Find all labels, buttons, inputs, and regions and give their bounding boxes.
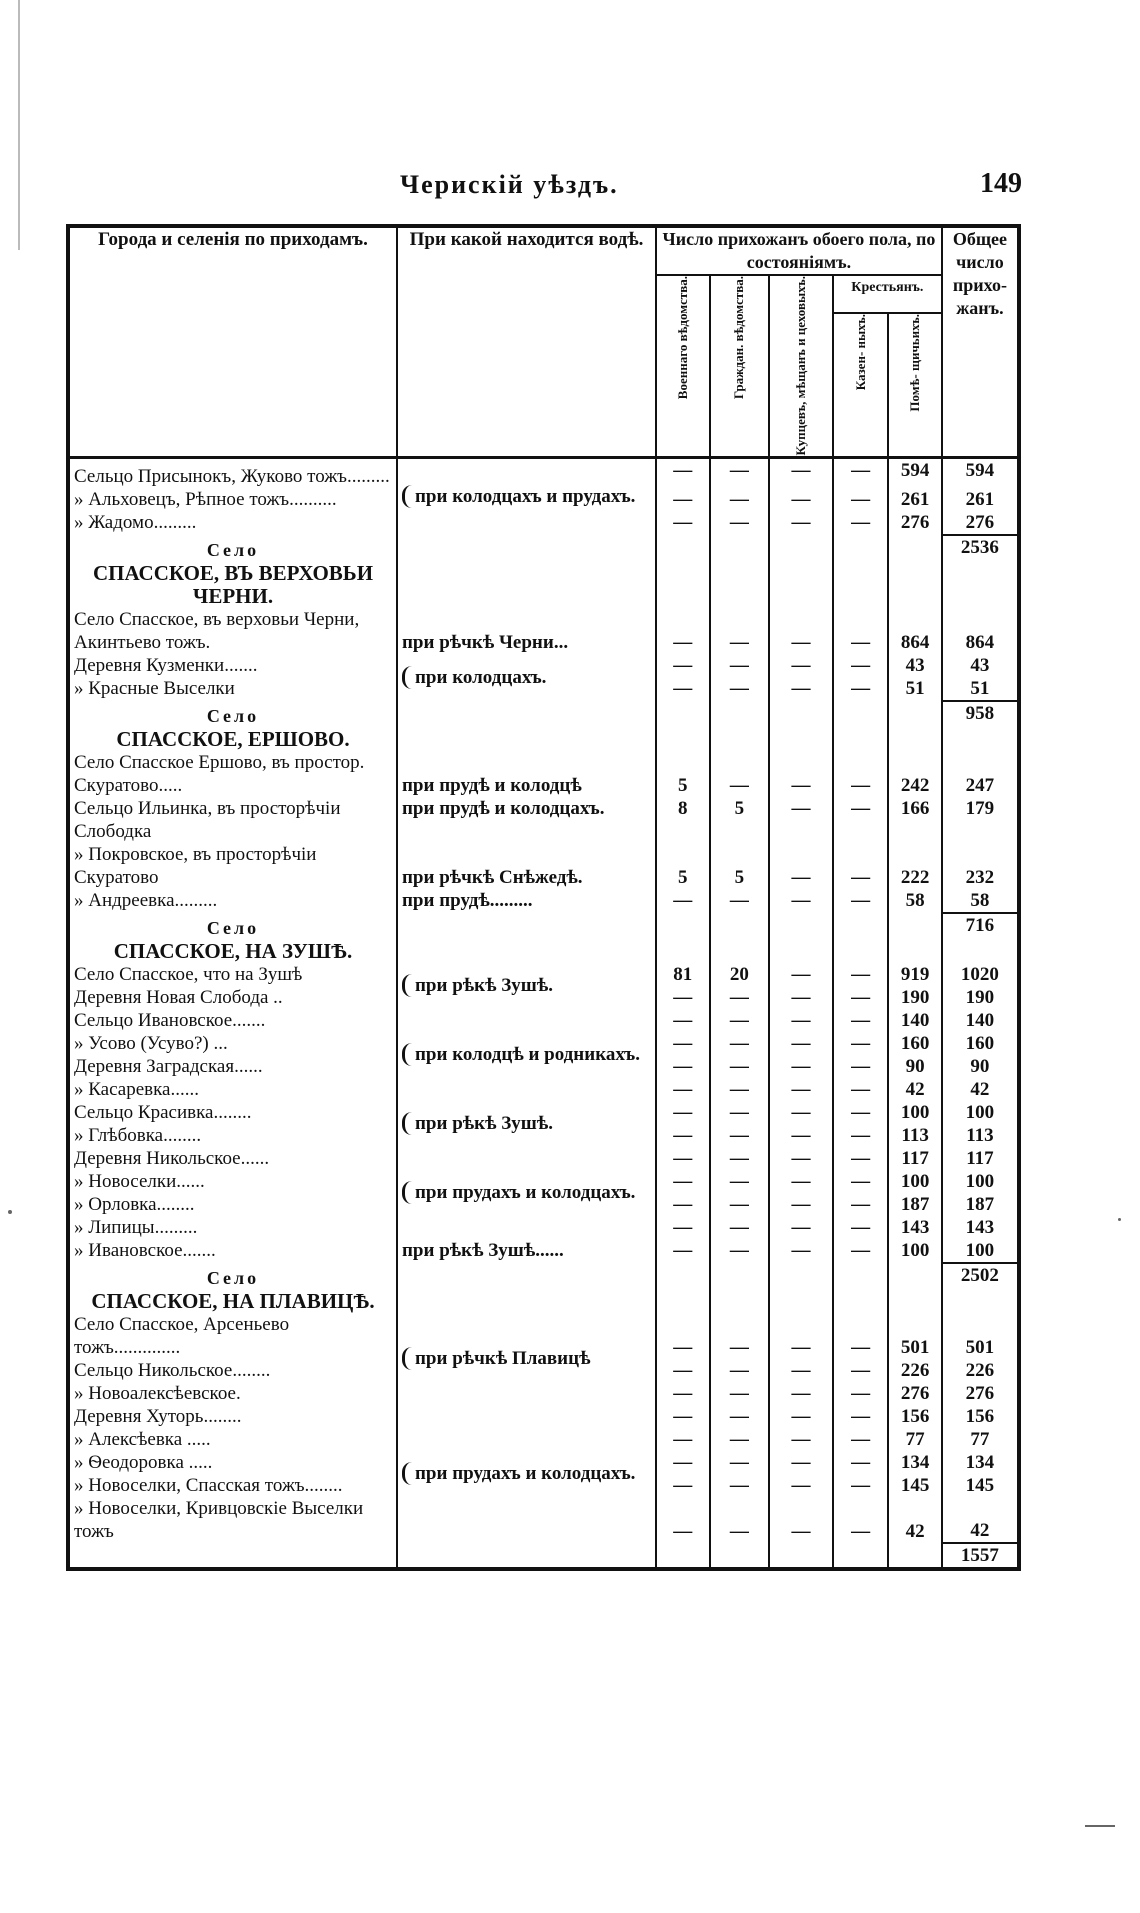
- merchants-count: —: [769, 797, 833, 843]
- merchants-count: —: [769, 1382, 833, 1405]
- state-peasants-count: —: [833, 986, 889, 1009]
- place-name: » Красные Выселки: [74, 677, 235, 699]
- state-peasants-count: —: [833, 1009, 889, 1032]
- landlord-peasants-count: 143: [888, 1216, 941, 1239]
- column-header-landlord: Помѣ- щичьихъ.: [907, 313, 923, 412]
- military-count: —: [656, 986, 709, 1009]
- landlord-peasants-count: 100: [888, 1101, 941, 1124]
- place-name: Село Спасское, что на Зушѣ: [74, 963, 303, 985]
- military-count: —: [656, 1170, 709, 1193]
- place-name: » Алексѣевка .....: [74, 1428, 211, 1450]
- total-count: 160: [942, 1032, 1019, 1055]
- landlord-peasants-count: 156: [888, 1405, 941, 1428]
- civil-count: —: [710, 1009, 770, 1032]
- column-header-places: Города и селенія по приходамъ.: [98, 229, 368, 250]
- total-count: 276: [942, 1382, 1019, 1405]
- place-name: Деревня Новая Слобода ..: [74, 986, 283, 1008]
- civil-count: —: [710, 1170, 770, 1193]
- total-count: 134: [942, 1451, 1019, 1474]
- state-peasants-count: —: [833, 677, 889, 701]
- section-header-row: [68, 701, 1019, 751]
- military-count: —: [656, 1382, 709, 1405]
- merchants-count: —: [769, 1216, 833, 1239]
- landlord-peasants-count: 51: [888, 677, 941, 701]
- merchants-count: —: [769, 963, 833, 986]
- column-header-parishioners: Число прихожанъ обоего пола, по состояніямъ.: [656, 226, 942, 275]
- section-header-row: [68, 535, 1019, 608]
- water-source: при прудѣ и колодцахъ.: [397, 797, 656, 843]
- section-selo-label: Село: [206, 539, 260, 560]
- total-count: 501: [942, 1313, 1019, 1359]
- merchants-count: —: [769, 1147, 833, 1170]
- total-count: 261: [942, 488, 1019, 511]
- military-count: —: [656, 1428, 709, 1451]
- civil-count: —: [710, 1078, 770, 1101]
- state-peasants-count: —: [833, 1474, 889, 1497]
- total-count: 179: [942, 797, 1019, 843]
- place-name: » Новоалексѣевское.: [74, 1382, 241, 1404]
- total-count: 77: [942, 1428, 1019, 1451]
- total-count: 117: [942, 1147, 1019, 1170]
- place-name: Деревня Никольское......: [74, 1147, 270, 1169]
- total-count: 113: [942, 1124, 1019, 1147]
- place-name: » Андреевка.........: [74, 889, 218, 911]
- total-count: 90: [942, 1055, 1019, 1078]
- total-count: 42: [942, 1078, 1019, 1101]
- merchants-count: —: [769, 1101, 833, 1124]
- place-name: » Касаревка......: [74, 1078, 199, 1100]
- section-header-row: [68, 1263, 1019, 1313]
- table-row: [68, 889, 1019, 913]
- total-count: 51: [942, 677, 1019, 701]
- civil-count: —: [710, 1055, 770, 1078]
- final-total-row: [68, 1543, 1019, 1569]
- water-source: при рѣчкѣ Плавицѣ: [402, 1347, 651, 1370]
- civil-count: —: [710, 1193, 770, 1216]
- military-count: —: [656, 511, 709, 535]
- merchants-count: —: [769, 511, 833, 535]
- place-name: Сельцо Присынокъ, Жуково тожъ.........: [74, 465, 390, 487]
- place-name: Деревня Заградская......: [74, 1055, 263, 1077]
- section-total: 1557: [942, 1543, 1019, 1569]
- merchants-count: —: [769, 1055, 833, 1078]
- civil-count: —: [710, 1428, 770, 1451]
- state-peasants-count: —: [833, 1428, 889, 1451]
- landlord-peasants-count: 594: [888, 457, 941, 488]
- landlord-peasants-count: 919: [888, 963, 941, 986]
- total-count: 594: [942, 457, 1019, 488]
- parish-register-table: [66, 224, 1021, 1571]
- military-count: —: [656, 488, 709, 511]
- place-name: » Новоселки......: [74, 1170, 205, 1192]
- landlord-peasants-count: 261: [888, 488, 941, 511]
- section-selo-label: Село: [206, 1267, 260, 1288]
- landlord-peasants-count: 864: [888, 608, 941, 654]
- civil-count: —: [710, 1124, 770, 1147]
- section-total: 958: [942, 701, 1019, 751]
- table-row: [68, 1239, 1019, 1263]
- table-row: [68, 457, 1019, 488]
- military-count: —: [656, 1313, 709, 1359]
- section-title: СПАССКОЕ, ВЪ ВЕРХОВЬИ ЧЕРНИ.: [92, 560, 374, 608]
- state-peasants-count: —: [833, 1055, 889, 1078]
- merchants-count: —: [769, 751, 833, 797]
- landlord-peasants-count: 134: [888, 1451, 941, 1474]
- total-count: 58: [942, 889, 1019, 913]
- military-count: —: [656, 1124, 709, 1147]
- section-total: 716: [942, 913, 1019, 963]
- merchants-count: —: [769, 608, 833, 654]
- military-count: —: [656, 608, 709, 654]
- state-peasants-count: —: [833, 654, 889, 677]
- column-header-merchants: Купцевъ, мѣщанъ и цеховыхъ.: [793, 276, 808, 456]
- page-number: 149: [980, 168, 1022, 199]
- place-name: Сельцо Ильинка, въ просторѣчіи Слободка: [74, 797, 341, 842]
- landlord-peasants-count: 222: [888, 843, 941, 889]
- military-count: —: [656, 1101, 709, 1124]
- landlord-peasants-count: 117: [888, 1147, 941, 1170]
- place-name: Сельцо Красивка........: [74, 1101, 252, 1123]
- civil-count: —: [710, 1382, 770, 1405]
- civil-count: —: [710, 677, 770, 701]
- merchants-count: —: [769, 1239, 833, 1263]
- place-name: » Усово (Усуво?) ...: [74, 1032, 228, 1054]
- civil-count: —: [710, 1451, 770, 1474]
- parish-section: [68, 913, 1019, 1263]
- civil-count: —: [710, 1359, 770, 1382]
- state-peasants-count: —: [833, 963, 889, 986]
- place-name: Деревня Кузменки.......: [74, 654, 258, 676]
- parish-section: [68, 1263, 1019, 1569]
- table-row: [68, 751, 1019, 797]
- section-title: СПАССКОЕ, НА ЗУШѢ.: [113, 938, 353, 963]
- military-count: 5: [656, 843, 709, 889]
- place-name: Сельцо Никольское........: [74, 1359, 271, 1381]
- landlord-peasants-count: 276: [888, 511, 941, 535]
- total-count: 187: [942, 1193, 1019, 1216]
- landlord-peasants-count: 42: [888, 1078, 941, 1101]
- water-source: при рѣчкѣ Снѣжедѣ.: [397, 843, 656, 889]
- civil-count: —: [710, 1101, 770, 1124]
- civil-count: —: [710, 889, 770, 913]
- page-title: Черискій уѣздъ.: [400, 170, 619, 199]
- place-name: Сельцо Ивановское.......: [74, 1009, 266, 1031]
- landlord-peasants-count: 242: [888, 751, 941, 797]
- water-source: при рѣкѣ Зушѣ......: [397, 1239, 656, 1263]
- landlord-peasants-count: 58: [888, 889, 941, 913]
- landlord-peasants-count: 113: [888, 1124, 941, 1147]
- civil-count: —: [710, 457, 770, 488]
- merchants-count: —: [769, 1124, 833, 1147]
- paper-mark: [1085, 1825, 1115, 1827]
- civil-count: —: [710, 1313, 770, 1359]
- table-row: [68, 1101, 1019, 1124]
- civil-count: —: [710, 1216, 770, 1239]
- military-count: 81: [656, 963, 709, 986]
- section-selo-label: Село: [206, 917, 260, 938]
- military-count: —: [656, 1193, 709, 1216]
- column-header-total: Общее число прихо- жанъ.: [942, 226, 1019, 457]
- state-peasants-count: —: [833, 1147, 889, 1170]
- military-count: —: [656, 1474, 709, 1497]
- state-peasants-count: —: [833, 797, 889, 843]
- total-count: 140: [942, 1009, 1019, 1032]
- state-peasants-count: —: [833, 1313, 889, 1359]
- civil-count: —: [710, 1405, 770, 1428]
- military-count: —: [656, 1405, 709, 1428]
- civil-count: —: [710, 1497, 770, 1543]
- landlord-peasants-count: 140: [888, 1009, 941, 1032]
- merchants-count: —: [769, 1032, 833, 1055]
- merchants-count: —: [769, 1313, 833, 1359]
- table-row: [68, 654, 1019, 677]
- place-name: » Покровское, въ просторѣчіи Скуратово: [74, 843, 317, 888]
- state-peasants-count: —: [833, 511, 889, 535]
- water-source: при прудахъ и колодцахъ.: [402, 1181, 651, 1204]
- civil-count: —: [710, 1474, 770, 1497]
- landlord-peasants-count: 100: [888, 1239, 941, 1263]
- civil-count: 5: [710, 843, 770, 889]
- water-source: при прудахъ и колодцахъ.: [402, 1462, 651, 1485]
- military-count: —: [656, 889, 709, 913]
- landlord-peasants-count: 187: [888, 1193, 941, 1216]
- parish-section: [68, 457, 1019, 535]
- landlord-peasants-count: 276: [888, 1382, 941, 1405]
- place-name: » Жадомо.........: [74, 511, 197, 533]
- military-count: —: [656, 1032, 709, 1055]
- merchants-count: —: [769, 457, 833, 488]
- civil-count: —: [710, 511, 770, 535]
- water-source: при прудѣ.........: [397, 889, 656, 913]
- landlord-peasants-count: 145: [888, 1474, 941, 1497]
- merchants-count: —: [769, 1009, 833, 1032]
- merchants-count: —: [769, 1170, 833, 1193]
- military-count: —: [656, 654, 709, 677]
- civil-count: —: [710, 654, 770, 677]
- place-name: » Глѣбовка........: [74, 1124, 202, 1146]
- merchants-count: —: [769, 1451, 833, 1474]
- state-peasants-count: —: [833, 843, 889, 889]
- total-count: 226: [942, 1359, 1019, 1382]
- merchants-count: —: [769, 677, 833, 701]
- column-header-peasants: Крестьянъ.: [833, 275, 942, 313]
- state-peasants-count: —: [833, 1359, 889, 1382]
- state-peasants-count: —: [833, 1216, 889, 1239]
- total-count: 156: [942, 1405, 1019, 1428]
- merchants-count: —: [769, 1078, 833, 1101]
- column-header-state: Казен- ныхъ.: [852, 313, 868, 390]
- state-peasants-count: —: [833, 1032, 889, 1055]
- military-count: —: [656, 1009, 709, 1032]
- total-count: 247: [942, 751, 1019, 797]
- section-title: СПАССКОЕ, ЕРШОВО.: [116, 726, 350, 751]
- landlord-peasants-count: 77: [888, 1428, 941, 1451]
- total-count: 190: [942, 986, 1019, 1009]
- water-source: при колодцахъ.: [402, 666, 651, 689]
- total-count: 43: [942, 654, 1019, 677]
- merchants-count: —: [769, 1497, 833, 1543]
- state-peasants-count: —: [833, 488, 889, 511]
- total-count: 100: [942, 1170, 1019, 1193]
- total-count: 143: [942, 1216, 1019, 1239]
- landlord-peasants-count: 190: [888, 986, 941, 1009]
- section-selo-label: Село: [206, 705, 260, 726]
- place-name: » Альховецъ, Рѣпное тожъ..........: [74, 488, 337, 510]
- place-name: Село Спасское, въ верховьи Черни, Акинтьево тожъ.: [74, 608, 360, 653]
- table-row: [68, 1405, 1019, 1428]
- merchants-count: —: [769, 843, 833, 889]
- place-name: Деревня Хуторь........: [74, 1405, 242, 1427]
- place-name: » Ивановское.......: [74, 1239, 216, 1261]
- water-source: при рѣкѣ Зушѣ.: [402, 1112, 651, 1135]
- column-header-water: При какой находится водѣ.: [397, 226, 656, 457]
- column-header-military: Военнаго вѣдомства.: [674, 276, 690, 400]
- state-peasants-count: —: [833, 1078, 889, 1101]
- table-row: [68, 797, 1019, 843]
- section-total: 2536: [942, 535, 1019, 608]
- section-title: СПАССКОЕ, НА ПЛАВИЦѢ.: [91, 1288, 375, 1313]
- place-name: » Орловка........: [74, 1193, 195, 1215]
- landlord-peasants-count: 90: [888, 1055, 941, 1078]
- civil-count: —: [710, 986, 770, 1009]
- state-peasants-count: —: [833, 1497, 889, 1543]
- state-peasants-count: —: [833, 1101, 889, 1124]
- landlord-peasants-count: 42: [888, 1497, 941, 1543]
- military-count: —: [656, 1359, 709, 1382]
- state-peasants-count: —: [833, 1193, 889, 1216]
- place-name: Село Спасское Ершово, въ простор. Скуратово.....: [74, 751, 365, 796]
- section-header-row: [68, 913, 1019, 963]
- merchants-count: —: [769, 1193, 833, 1216]
- merchants-count: —: [769, 1474, 833, 1497]
- place-name: » Новоселки, Кривцовскіе Выселки тожъ: [74, 1497, 364, 1542]
- merchants-count: —: [769, 1428, 833, 1451]
- state-peasants-count: —: [833, 751, 889, 797]
- merchants-count: —: [769, 1359, 833, 1382]
- civil-count: —: [710, 1032, 770, 1055]
- water-source: при рѣчкѣ Черни...: [397, 608, 656, 654]
- merchants-count: —: [769, 488, 833, 511]
- military-count: —: [656, 1055, 709, 1078]
- total-count: 276: [942, 511, 1019, 535]
- water-source: при прудѣ и колодцѣ: [397, 751, 656, 797]
- military-count: 8: [656, 797, 709, 843]
- state-peasants-count: —: [833, 1405, 889, 1428]
- state-peasants-count: —: [833, 1239, 889, 1263]
- table-row: [68, 843, 1019, 889]
- state-peasants-count: —: [833, 457, 889, 488]
- state-peasants-count: —: [833, 889, 889, 913]
- total-count: 864: [942, 608, 1019, 654]
- parish-section: [68, 535, 1019, 701]
- section-total: 2502: [942, 1263, 1019, 1313]
- merchants-count: —: [769, 889, 833, 913]
- total-count: 1020: [942, 963, 1019, 986]
- military-count: —: [656, 457, 709, 488]
- civil-count: 20: [710, 963, 770, 986]
- civil-count: 5: [710, 797, 770, 843]
- military-count: —: [656, 1147, 709, 1170]
- total-count: 145: [942, 1474, 1019, 1497]
- merchants-count: —: [769, 1405, 833, 1428]
- total-count: 232: [942, 843, 1019, 889]
- water-source: при колодцѣ и родникахъ.: [402, 1043, 651, 1066]
- table-row: [68, 1009, 1019, 1032]
- state-peasants-count: —: [833, 1451, 889, 1474]
- table-row: [68, 1313, 1019, 1359]
- table-row: [68, 1147, 1019, 1170]
- place-name: Село Спасское, Арсеньево тожъ..............: [74, 1313, 290, 1358]
- military-count: —: [656, 1451, 709, 1474]
- civil-count: —: [710, 1147, 770, 1170]
- total-count: 100: [942, 1239, 1019, 1263]
- total-count: 42: [942, 1497, 1019, 1543]
- paper-speck: [1118, 1218, 1121, 1221]
- landlord-peasants-count: 100: [888, 1170, 941, 1193]
- landlord-peasants-count: 226: [888, 1359, 941, 1382]
- state-peasants-count: —: [833, 1382, 889, 1405]
- military-count: —: [656, 677, 709, 701]
- merchants-count: —: [769, 654, 833, 677]
- military-count: —: [656, 1239, 709, 1263]
- parish-section: [68, 701, 1019, 913]
- civil-count: —: [710, 608, 770, 654]
- merchants-count: —: [769, 986, 833, 1009]
- landlord-peasants-count: 166: [888, 797, 941, 843]
- place-name: » Липицы.........: [74, 1216, 198, 1238]
- column-header-civil: Граждан. вѣдомства.: [731, 276, 747, 400]
- military-count: 5: [656, 751, 709, 797]
- civil-count: —: [710, 488, 770, 511]
- water-source: при рѣкѣ Зушѣ.: [402, 974, 651, 997]
- table-row: [68, 608, 1019, 654]
- landlord-peasants-count: 43: [888, 654, 941, 677]
- civil-count: —: [710, 1239, 770, 1263]
- military-count: —: [656, 1078, 709, 1101]
- water-source: при колодцахъ и прудахъ.: [402, 485, 651, 508]
- state-peasants-count: —: [833, 608, 889, 654]
- total-count: 100: [942, 1101, 1019, 1124]
- landlord-peasants-count: 501: [888, 1313, 941, 1359]
- military-count: —: [656, 1497, 709, 1543]
- place-name: » Ѳеодоровка .....: [74, 1451, 213, 1473]
- page-edge: [18, 0, 20, 250]
- paper-speck: [8, 1210, 12, 1214]
- military-count: —: [656, 1216, 709, 1239]
- table-row: [68, 963, 1019, 986]
- state-peasants-count: —: [833, 1124, 889, 1147]
- place-name: » Новоселки, Спасская тожъ........: [74, 1474, 343, 1496]
- landlord-peasants-count: 160: [888, 1032, 941, 1055]
- state-peasants-count: —: [833, 1170, 889, 1193]
- civil-count: —: [710, 751, 770, 797]
